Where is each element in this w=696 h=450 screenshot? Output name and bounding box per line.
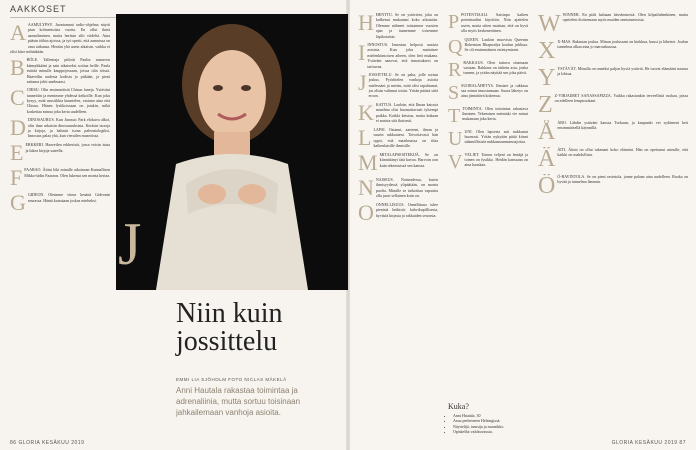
portrait-illustration: [116, 14, 348, 290]
entry-text: QUEEN. Lauloin muovista Queenin Bohemian Rhapsodya koulun juhlissa. Se oli ensimmäinen esiintymiseni.: [464, 36, 528, 53]
glossary-entry: [10, 192, 110, 214]
entry-initial: G: [10, 192, 26, 215]
headline-line-2: jossittelu: [176, 326, 278, 357]
info-box-item: • Opiskellut valokuvausta.: [453, 429, 528, 434]
entry-initial: F: [10, 167, 23, 190]
big-initial-j: J: [118, 211, 142, 277]
entry-initial: C: [10, 87, 25, 111]
entry-initial: I: [358, 41, 366, 65]
entry-text: FAARAO. Äitini löki minulle aikoinaan Kunnallisen Mikko-tädin Faaraon. Olen lukenut sen monta kertaa.: [24, 167, 110, 178]
lede: Anni Hautala rakastaa toimintaa ja adrenaliinia, mutta sortuu toisinaan jahkailemaan vanhoja asioita.: [176, 386, 301, 417]
entry-initial: S: [448, 82, 460, 103]
entry-text: Z-VIRJAIMET SANASSAPIZZA. Vaikka rakastankin terveellistä ruokaa, pizza on edelleen lempiruokani.: [554, 93, 688, 104]
entry-initial: D: [10, 117, 26, 140]
info-box-title: Kuka?: [448, 402, 469, 411]
glossary-entry: [10, 142, 110, 164]
entry-initial: B: [10, 57, 25, 81]
glossary-entry: [448, 12, 528, 34]
entry-text: BÖLE. Tallentaja piilotti Paulin numeron kännykkääni ja sain aikaiseksi soittaa heille. Paula esittää minulle kauppojessaan, joissa olin töissä. Haaveilin uudesta kodista jo pitkään, ja pieni sattuma johti unelmaasi.: [26, 57, 110, 84]
glossary-entry: [538, 66, 688, 90]
glossary-entry: [358, 177, 438, 199]
section-label: AAKKOSET: [10, 4, 67, 14]
entry-initial: Å: [538, 120, 556, 144]
entry-initial: P: [448, 12, 460, 33]
entry-initial: H: [358, 12, 374, 35]
entry-text: KATTUS. Lauloin, että Ilman katosta maailma olisi huomattavasti tylsempi paikka. Kaikki ketutus, mutta kukaan ei muista sitä ikuisesti.: [375, 101, 438, 124]
glossary-entry: [448, 83, 528, 103]
entry-text: CHISU. Olin ensimmäisiä Chisun faneja. Ystäväni tunnettiin ja menimme yhdessä keikoille. Kun joku kysyy, mitä musiikkia kuuntelen, vastaan aina että Chisua. Hänen lyriikoissaan on jotakin, mikä koskettaa minua joka kerta uudelleen.: [26, 87, 110, 114]
glossary-entry: [10, 167, 110, 189]
glossary-entry: [538, 120, 688, 144]
entry-text: MITALAPSESITEKIJÄ. Se on kiinnittänyt tätä kuvaa. Harvoin oon kuin tekemisissä sen kanssa.: [379, 151, 438, 168]
headline-line-1: Niin kuin: [176, 298, 283, 329]
entry-initial: V: [448, 151, 463, 172]
column-3: [448, 12, 528, 397]
glossary-entry: [358, 102, 438, 124]
glossary-entry: [538, 174, 688, 198]
entry-text: HENTTU. Se on ystävieni, joka on kulkenut mukanani koko aikuisiän. Olemme nähneet toisiamme vuosien ajan ja tunnemme toisemme läpikotaisin.: [375, 12, 438, 39]
entry-text: POTENTIAALI. Saisinpa kaiken potentiaalini käyttöön. Niin ajattelen usein, mutta sitten muistan, että on hyvä olla myös keskeneräinen.: [461, 12, 528, 34]
entry-initial: J: [358, 71, 367, 95]
glossary-entry: [538, 39, 688, 63]
glossary-entry: [448, 60, 528, 80]
entry-initial: Q: [448, 36, 463, 57]
entry-initial: N: [358, 176, 374, 199]
entry-text: ONNELLISUUS. Onnellisuus tulee pienistä hetkistä: kahvikupillisesta, hyvästä kirjasta ja rakkaiden seurasta.: [375, 201, 438, 218]
glossary-entry: [10, 57, 110, 84]
entry-initial: U: [448, 128, 463, 149]
glossary-entry: [10, 117, 110, 139]
column-4: [538, 12, 688, 437]
section-rule: [10, 17, 130, 18]
info-box-item: • Asuu perheineen Helsingissä.: [453, 418, 528, 423]
entry-initial: Ä: [538, 147, 556, 171]
glossary-entry: [448, 129, 528, 149]
info-box-item: • Näyttelijä, tanssija ja muusikko.: [453, 424, 528, 429]
entry-initial: Y: [538, 66, 556, 90]
entry-initial: O: [358, 201, 374, 224]
column-1: [10, 22, 110, 437]
glossary-entry: [358, 202, 438, 224]
entry-text: LAPSI. Ostanut, aarteeni, ilman ja suurin rakkauteni. Toivottavasti hän oppii, että maailmassa on tilaa kaikenlaisille ihmisille.: [373, 126, 438, 149]
portrait-photo: [116, 14, 348, 290]
glossary-entry: [448, 152, 528, 172]
info-box-list: [448, 413, 528, 435]
entry-text: Ö-RAVINTOLA. Se on pieni ravintola, jonne palaan aina uudelleen. Ruoka on hyvää ja tunnelma lämmin.: [557, 174, 688, 185]
glossary-entry: [10, 22, 110, 54]
entry-text: DINOSAURUS. Kun Jurassic Park elokuva alkoi, olin ihan sekaisin dinosauruksista. Keräsin tarroja ja kirjoja, ja halusin isona paleontologiksi. Innostus palaa yhä, kun vierailen museoissa.: [27, 117, 110, 139]
entry-text: NAISEUS. Naiseudessa, kuten ihmisyydessä ylipäätään, on monta puolta. Minulle se tarkoittaa vapautta olla juuri sellainen kuin on.: [375, 176, 438, 199]
glossary-entry: [10, 87, 110, 114]
entry-text: GIDEON. Oleimme viime kesänä Gideonin seurassa. Häntä kutsutaan joskus mieheksi.: [27, 192, 110, 203]
entry-initial: A: [10, 22, 26, 45]
entry-initial: X: [538, 39, 556, 63]
entry-initial: K: [358, 101, 374, 124]
entry-text: INNOSTUS. Innostun helposti uusista asioista. Kun joku mainitsee mielenkiintoisen aiheen, olen heti mukana. Ystäväni sanovat, että innostuksesi on tarttuvaa.: [367, 41, 438, 69]
glossary-entry: [358, 12, 438, 39]
glossary-entry: [448, 106, 528, 126]
entry-initial: T: [448, 105, 461, 126]
folio-right: GLORIA KESÄKUU 2019 87: [611, 440, 686, 446]
glossary-entry: [448, 37, 528, 57]
entry-initial: E: [10, 142, 24, 165]
entry-text: AAMULYPSY. Juontamani radio-ohjelma näytti pian kolmentoista vuotta. En ollut ikinä aamuihminen, mutta heräsin silti viideltä. Aina pääsin töihin ajoissa, ja työ opetti, että aamuissa on oma taikansa. Herään yhä usein aikaisin, vaikka ei olisi kiire mihinkään.: [10, 22, 110, 54]
glossary-entry: [358, 72, 438, 99]
glossary-entry: [358, 152, 438, 174]
entry-text: TOIMINTA. Olen toimintaa rakastava ihminen. Tekemisen meininki vie minut mukanaan joka kerta.: [462, 105, 528, 122]
entry-initial: M: [358, 151, 378, 174]
info-box: [448, 402, 528, 435]
entry-text: SUORALÄHETYS. Ihmiset ja rakkaus saa minut innostumaan. Suora lähetys on aina jännittävä kokemus.: [461, 82, 528, 99]
glossary-entry: [538, 93, 688, 117]
entry-text: ERKKERI. Haaveilen erkkeristä, jossa voisin istua ja lukea kirjoja sateella.: [25, 142, 110, 153]
entry-initial: R: [448, 59, 462, 80]
entry-text: X-MAS. Rakastan joulua. Minun joulussani on kinkkua, kuusi ja läheiset. Joulun tunnelma alkaa aina jo marraskuussa.: [557, 39, 688, 50]
entry-initial: L: [358, 126, 372, 149]
entry-initial: Z: [538, 93, 553, 117]
glossary-entry: [358, 42, 438, 69]
entry-text: WINNER. En pidä haluaan häviämisestä. Olen kilpailuhenkinen, mutta opettelen iloitsemaan myös muiden onnistumisista.: [562, 12, 688, 23]
glossary-entry: [538, 12, 688, 36]
entry-text: VELJET. Toinen veljeni on lentäjä ja toinen on fysikko. Heidän kanssaan on aina hauskaa.: [464, 151, 528, 168]
entry-text: RAKKAUS. Olen taitava ottamaan vastaan. Rakkaus on tärkein asia, jonka tunnen, ja yritän näyttää sen joka päivä.: [463, 59, 528, 76]
info-box-item: • Anni Hautala, 30: [453, 413, 528, 418]
entry-text: JOSSITTELU. Se on paha, jolle sortuu joskus. Pyörittelen vanhoja asioita mielessäni ja mietin, mitä olisi tapahtunut, jos olisin valinnut toisin. Yritän päästä siitä eroon.: [368, 71, 438, 99]
column-2: [358, 12, 438, 437]
folio-left: 86 GLORIA KESÄKUU 2019: [10, 440, 85, 446]
entry-text: ÄITI. Äitini on ollut tukenani koko elämäni. Hän on opettanut minulle, että kaikki on mahdollista.: [557, 147, 688, 158]
entry-initial: Ö: [538, 174, 556, 198]
glossary-entry: [358, 127, 438, 149]
entry-text: UNI. Olen lapsesta asti nukkunut huonosti. Yritän nykyään pitää kiinni säännöllisistä nukkumaanmenoajoista.: [464, 128, 528, 145]
entry-initial: W: [538, 12, 561, 36]
entry-text: YSTÄVÄT. Minulla on onneksi paljon hyviä ystäviä. He tuovat elämääni naurua ja lohtua.: [557, 66, 688, 77]
byline: EMMI LIA SJÖHOLM FOTO NICLAS MÄKELÄ: [176, 377, 287, 382]
headline: [176, 300, 283, 356]
entry-text: ÅBO. Lähdin ystäväni kanssa Turkuun, ja kaupunki vei sydämeni heti ensimmäisellä käynnillä.: [557, 120, 688, 131]
glossary-entry: [538, 147, 688, 171]
